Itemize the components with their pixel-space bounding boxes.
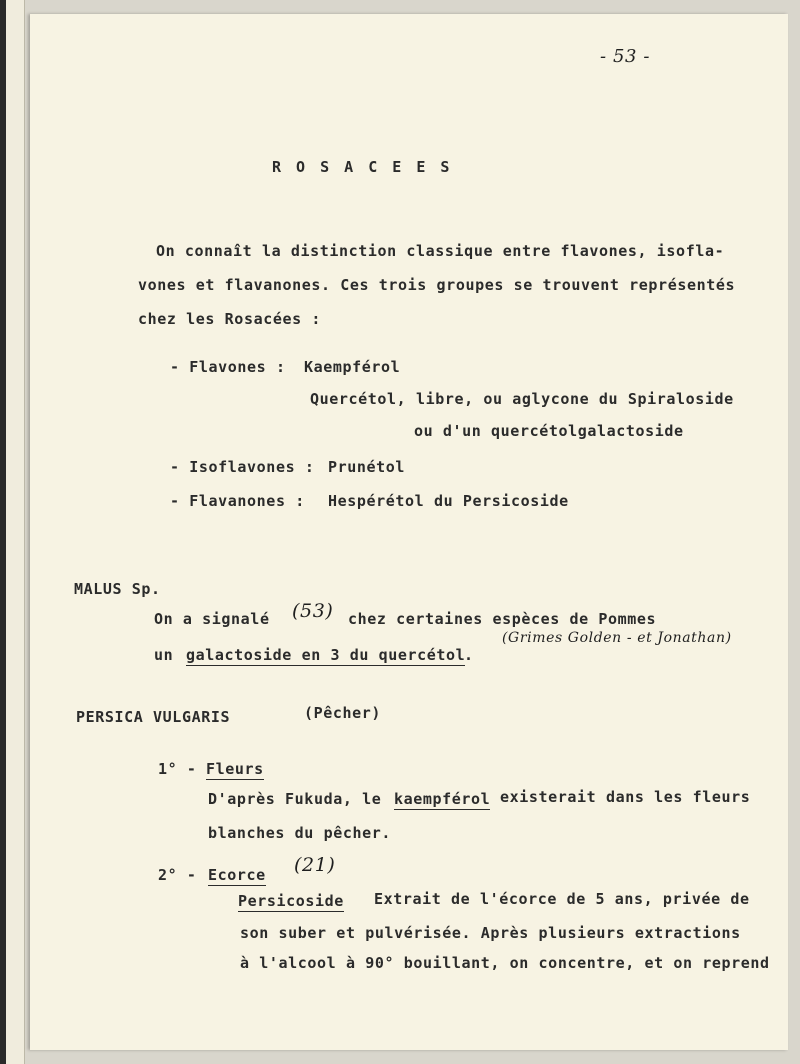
section-1-line-1-underlined: kaempférol [394,790,491,808]
malus-ref: (53) [292,600,334,622]
malus-line-2a: un [154,646,174,664]
malus-line-1b: chez certaines espèces de Pommes [348,610,657,628]
section-1-title: Fleurs [206,760,264,778]
persica-heading: PERSICA VULGARIS [76,708,231,726]
flavanones-item-1: Hespérétol du Persicoside [328,492,569,510]
section-1-number: 1° - [158,760,197,778]
flavones-label: - Flavones : [170,358,286,376]
flavones-item-3: ou d'un quercétolgalactoside [414,422,684,440]
intro-line-1: On connaît la distinction classique entre flavones, isofla- [156,242,725,260]
flavanones-label: - Flavanones : [170,492,305,510]
malus-line-1a: On a signalé [154,610,270,628]
persicoside-subheading: Persicoside [238,892,344,910]
document-page [30,14,788,1050]
isoflavones-item-1: Prunétol [328,458,406,476]
intro-line-2: vones et flavanones. Ces trois groupes se trouvent représentés [138,276,736,294]
malus-heading: MALUS Sp. [74,580,161,598]
persica-common-name: (Pêcher) [304,704,382,722]
malus-handwritten-note: (Grimes Golden - et Jonathan) [502,630,732,646]
section-1-line-2: blanches du pêcher. [208,824,391,842]
flavones-item-2: Quercétol, libre, ou aglycone du Spiraloside [310,390,734,408]
malus-line-2-end: . [464,646,474,664]
section-2-line-3: à l'alcool à 90° bouillant, on concentre, et on reprend [240,954,770,972]
section-2-number: 2° - [158,866,197,884]
section-2-line-1: Extrait de l'écorce de 5 ans, privée de [374,890,750,908]
section-2-ref: (21) [294,854,336,876]
isoflavones-label: - Isoflavones : [170,458,315,476]
page-title: R O S A C E E S [272,158,453,176]
section-2-title: Ecorce [208,866,266,884]
flavones-item-1: Kaempférol [304,358,401,376]
malus-line-2-underlined: galactoside en 3 du quercétol [186,646,466,664]
section-2-line-2: son suber et pulvérisée. Après plusieurs extractions [240,924,741,942]
section-1-line-1b: existerait dans les fleurs [500,788,751,806]
section-1-line-1a: D'après Fukuda, le [208,790,382,808]
binding-edge [0,0,6,1064]
intro-line-3: chez les Rosacées : [138,310,321,328]
page-number: - 53 - [600,46,651,67]
